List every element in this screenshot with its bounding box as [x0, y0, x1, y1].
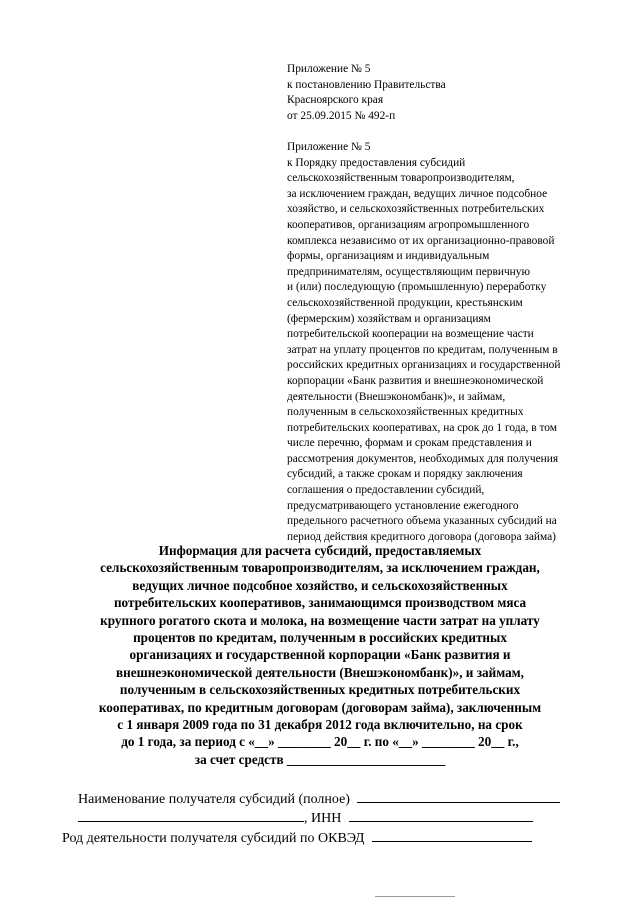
approval-line: корпорации «Банк развития и внешнеэкономической [287, 374, 544, 387]
approval-line: от 25.09.2015 № 492-п [287, 109, 396, 122]
approval-block-government-resolution [287, 62, 597, 124]
heading-line: сельскохозяйственным товаропроизводителям, за исключением граждан, [100, 560, 540, 576]
document-heading [60, 542, 580, 768]
approval-line: затрат на уплату процентов по кредитам, полученным в [287, 343, 558, 356]
inn-field[interactable] [349, 808, 533, 822]
approval-line: к Порядку предоставления субсидий [287, 156, 466, 169]
inn-label: , ИНН [304, 811, 342, 826]
heading-line: организациях и государственной корпорации «Банк развития и [129, 647, 511, 663]
approval-line: предельного расчетного объема указанных субсидий на [287, 515, 557, 528]
okved-row [62, 828, 532, 848]
approval-line: период действия кредитного договора (договора займа) [287, 530, 556, 543]
approval-line: сельскохозяйственной продукции, крестьянским [287, 296, 523, 309]
approval-line: Приложение № 5 [287, 141, 371, 153]
approval-line: (фермерским) хозяйствам и организациям [287, 312, 491, 325]
approval-line: рассмотрения документов, необходимых для получения [287, 452, 559, 465]
heading-line: внешнеэкономической деятельности (Внешэкономбанк)», и займам, [116, 664, 524, 680]
recipient-name-continuation-field[interactable] [78, 808, 304, 822]
heading-line: процентов по кредитам, полученным в российских кредитных [133, 630, 507, 646]
approval-line: потребительских кооперативах, на срок до 1 года, в том [287, 421, 557, 434]
approval-line: соглашения о предоставлении субсидий, [287, 484, 485, 497]
page-edge-mark [375, 896, 455, 897]
heading-line: крупного рогатого скота и молока, на возмещение части затрат на уплату [100, 612, 540, 628]
approval-line: деятельности (Внешэкономбанк)», и займам, [287, 390, 506, 403]
recipient-name-field[interactable] [357, 789, 560, 803]
approval-line: числе перечню, формам и срокам представления и [287, 437, 532, 450]
heading-line: Информация для расчета субсидий, предоставляемых [158, 543, 482, 558]
heading-line: кооперативах, по кредитным договорам (договорам займа), заключенным [98, 699, 542, 715]
recipient-name-row [78, 789, 560, 809]
okved-field[interactable] [372, 828, 532, 842]
approval-line: комплекса независимо от их организационно-правовой [287, 234, 555, 247]
approval-line: хозяйство, и сельскохозяйственных потребительских [287, 203, 545, 216]
approval-line: за исключением граждан, ведущих личное подсобное [287, 187, 548, 200]
approval-line: предусматривающего установление ежегодного [287, 499, 519, 512]
approval-line: российских кредитных организациях и государственной [287, 359, 561, 372]
heading-line: потребительских кооперативов, занимающимся производством мяса [113, 595, 527, 611]
approval-block-procedure [287, 140, 597, 545]
recipient-name-label: Наименование получателя субсидий (полное) [78, 792, 350, 807]
approval-line: и (или) последующую (промышленную) переработку [287, 281, 547, 294]
approval-line: Приложение № 5 [287, 63, 371, 75]
heading-line: полученным в сельскохозяйственных кредитных потребительских [119, 682, 521, 698]
heading-line: за счет средств ________________________ [194, 751, 446, 767]
heading-line: с 1 января 2009 года по 31 декабря 2012 года включительно, на срок [117, 717, 523, 733]
approval-line: предпринимателям, осуществляющим первичную [287, 265, 530, 278]
approval-line: кооперативов, организациям агропромышленного [287, 218, 530, 231]
approval-line: потребительской кооперации на возмещение части [287, 328, 534, 341]
heading-line: до 1 года, за период с «__» ________ 20__ г. по «__» ________ 20__ г., [121, 734, 519, 750]
approval-line: субсидий, а также срокам и порядку заключения [287, 468, 523, 481]
approval-line: к постановлению Правительства [287, 78, 446, 91]
heading-line: ведущих личное подсобное хозяйство, и сельскохозяйственных [132, 577, 508, 593]
inn-row [78, 808, 533, 828]
approval-line: сельскохозяйственным товаропроизводителям, [287, 172, 515, 185]
approval-line: полученным в сельскохозяйственных кредитных [287, 406, 524, 419]
okved-label: Род деятельности получателя субсидий по ОКВЭД [62, 831, 365, 846]
approval-line: формы, организациям и индивидуальным [287, 250, 490, 263]
approval-line: Красноярского края [287, 94, 384, 107]
